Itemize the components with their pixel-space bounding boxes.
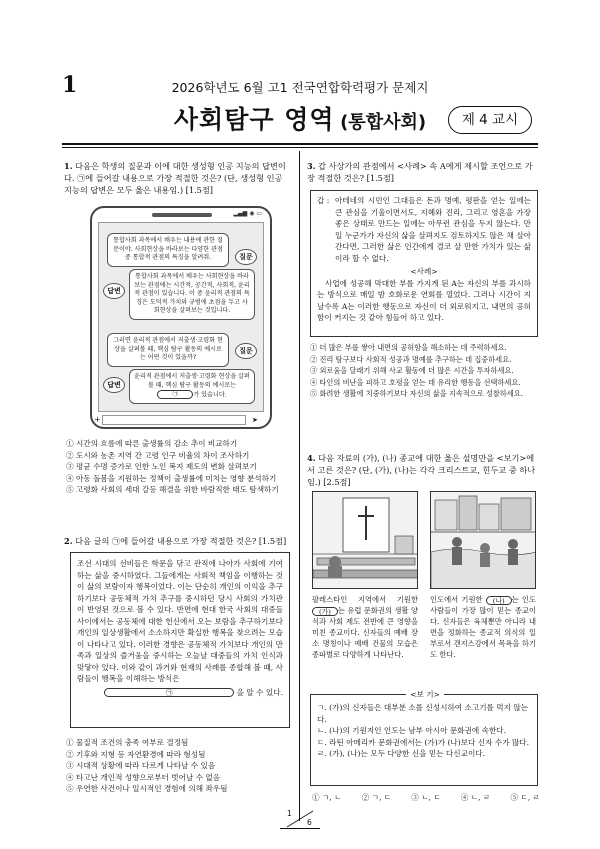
answer-tag: 답변 bbox=[103, 377, 125, 393]
phone-speaker bbox=[152, 213, 212, 217]
caption-text-end: 는 유럽 문화권의 생활 양식과 사회 제도 전반에 큰 영향을 미친 종교이다. 신자들의 예배 장소 명칭이나 예배 건물의 모습은 종파별로 다양하게 나타난다. bbox=[312, 606, 418, 659]
signal-icon: ▂▄▆ ◉ ▭ bbox=[233, 210, 262, 217]
chat-answer-2 bbox=[129, 369, 255, 404]
blank-na bbox=[486, 596, 512, 605]
chat-screen bbox=[98, 222, 264, 412]
choice-3[interactable]: ③ 시대적 상황에 따라 다르게 나타날 수 있음 bbox=[66, 761, 216, 770]
bogi-item: ㄴ. (나)의 기원지인 인도는 남부 아시아 문화권에 속한다. bbox=[317, 726, 507, 735]
chat-answer-1: 통합사회 과목에서 배우는 사회현상을 바라보는 관점에는 시간적, 공간적, 사회적, 윤리적 관점이 있습니다. 이 중 윤리적 관점의 특징은 도덕적 가치와 규범에 초점을 두고 사회현상을 살펴보는 것입니다. bbox=[129, 269, 255, 320]
plus-icon[interactable]: + bbox=[94, 415, 101, 424]
choice-2[interactable]: ② ㄱ, ㄷ bbox=[361, 793, 392, 802]
choice-4[interactable]: ④ 아동 돌봄을 지원하는 정책이 출생률에 미치는 영향 분석하기 bbox=[66, 473, 277, 483]
religion-a-caption bbox=[312, 594, 418, 660]
q2-choices bbox=[66, 737, 296, 795]
total-pages: 6 bbox=[307, 818, 312, 827]
caption-text: 인도에서 기원한 bbox=[430, 595, 486, 604]
question-stem: 갑 사상가의 관점에서 <사례> 속 A에게 제시할 조언으로 가장 적절한 것은? [1.5점] bbox=[307, 161, 533, 183]
choice-3[interactable]: ③ 평균 수명 증가로 인한 노인 복지 제도의 변화 살펴보기 bbox=[66, 462, 257, 471]
q4-choices bbox=[312, 792, 540, 804]
chat-question-1: 통합사회 과목에서 배우는 내용에 관한 질문이야. 사회현상을 바라보는 다양한 관점 중 통합적 관점의 특징을 알려줘. bbox=[107, 233, 229, 267]
question-stem: 다음 자료의 (가), (나) 종교에 대한 옳은 설명만을 <보기>에서 고른 것은? (단, (가), (나)는 각각 크리스트교, 힌두교 중 하나임.) [2.5점] bbox=[307, 453, 536, 487]
church-illustration bbox=[312, 491, 418, 589]
blank-label: (나) bbox=[492, 596, 505, 605]
river-bathing-icon bbox=[431, 492, 536, 589]
choice-5[interactable]: ⑤ 고령화 사회의 세대 갈등 해결을 위한 바람직한 태도 탐색하기 bbox=[66, 485, 279, 494]
question-stem: 다음 글의 ㉠에 들어갈 내용으로 가장 적절한 것은? [1.5점] bbox=[75, 536, 287, 546]
passage-blank-line bbox=[77, 687, 283, 699]
blank-label: ㉠ bbox=[172, 391, 179, 399]
passage-end: 을 알 수 있다. bbox=[236, 687, 283, 697]
passage-text: 조선 시대의 선비들은 학문을 닦고 관직에 나아가 사회에 기여하는 삶을 중시하였다. 그들에게는 사회적 책임을 이행하는 것이 삶의 보람이자 행복이었다. 이는 단순히 개인의 이익을 추구하기보다 공동체적 가치 추구를 중시하던 당시 사회의 가치관이 반영된 것으로 볼 수 있다. 반면에 현대 한국 사회의 대중들 사이에서는 공동체에 대한 헌신에서 오는 보람을 추구하기보다 개인의 일상생활에서 소소하지만 확실한 행복을 찾으려는 모습이 나타나고 있다. 이러한 경향은 공동체적 가치보다 개인의 만족과 일상의 즐거움을 중시하는 오늘날 대중들의 가치 인식과 맞닿아 있다. 이와 같이 과거와 현재의 사례를 종합해 볼 때, 사람들이 행복을 이해하는 방식은 bbox=[77, 559, 283, 683]
case-text: 사업에 성공해 막대한 부를 가지게 된 A는 자신의 부를 과시하는 방식으로 매일 밤 호화로운 연회를 열었다. 그러나 시간이 지날수록 A는 이러한 행동으로 자신이 더 외로워지고, 내면의 공허함이 커지는 것 같아 힘들어 하고 있다. bbox=[317, 278, 531, 322]
footer-rule bbox=[280, 828, 320, 829]
choice-1[interactable]: ① ㄱ, ㄴ bbox=[312, 793, 342, 802]
answer-tag: 답변 bbox=[103, 283, 125, 299]
ganges-illustration bbox=[430, 491, 536, 589]
bogi-box bbox=[310, 690, 538, 786]
page-number: 1 bbox=[62, 72, 78, 98]
answer-blank bbox=[157, 390, 193, 399]
bogi-item: ㄱ. (가)의 신자들은 대부분 소를 신성시하여 소고기를 먹지 않는다. bbox=[317, 703, 529, 724]
choice-3[interactable]: ③ 외로움을 달래기 위해 사교 활동에 더 많은 시간을 투자하세요. bbox=[310, 366, 514, 375]
answer-text: 윤리적 관점에서 저출생·고령화 현상을 살펴볼 때, 핵심 탐구 활동의 예시로는 bbox=[134, 373, 250, 389]
question-4 bbox=[307, 452, 539, 488]
send-icon[interactable]: ➤ bbox=[252, 416, 258, 424]
question-number: 2. bbox=[64, 536, 73, 546]
gap-label: 갑 : bbox=[317, 196, 330, 205]
current-page: 1 bbox=[287, 809, 292, 818]
question-3 bbox=[307, 160, 539, 184]
gap-text: 아테네의 시민인 그대들은 돈과 명예, 평판을 얻는 일에는 큰 관심을 기울이면서도, 지혜와 진리, 그리고 영혼을 가장 좋은 상태로 만드는 일에는 아무런 관심을 두지 않는다. 만일 누군가가 자신의 삶을 살펴지도 검토하지도 않은 채 살아간다면, 그러한 삶은 인간에게 결코 살 만한 가치가 있는 삶이라 할 수 없다. bbox=[335, 196, 531, 263]
subject-main: 사회탐구 영역 bbox=[173, 105, 335, 134]
answer-text-end: 가 있습니다. bbox=[193, 391, 227, 399]
phone-chat bbox=[90, 206, 272, 429]
q3-passage-box bbox=[310, 190, 538, 337]
blank-label: (가) bbox=[319, 607, 331, 616]
choice-5[interactable]: ⑤ 우연한 사건이나 일시적인 경험에 의해 좌우됨 bbox=[66, 784, 228, 793]
chat-question-2: 그러면 윤리적 관점에서 저출생·고령화 현상을 살펴볼 때, 핵심 탐구 활동의 예시로는 어떤 것이 있을까? bbox=[107, 333, 229, 367]
case-title: <사례> bbox=[410, 267, 438, 276]
choice-5[interactable]: ⑤ 화려한 생활에 치중하기보다 자신의 삶을 지속적으로 성찰하세요. bbox=[310, 389, 523, 398]
choice-3[interactable]: ③ ㄴ, ㄷ bbox=[411, 793, 441, 802]
bogi-item: ㄷ. 라틴 아메리카 문화권에서는 (가)가 (나)보다 신자 수가 많다. bbox=[317, 737, 530, 747]
question-tag: 질문 bbox=[235, 343, 257, 359]
choice-2[interactable]: ② 진리 탐구보다 사회적 성공과 명예를 추구하는 데 집중하세요. bbox=[310, 354, 512, 364]
religion-b-caption bbox=[430, 594, 536, 660]
bogi-title: <보 기> bbox=[311, 689, 539, 701]
passage-blank bbox=[104, 688, 234, 697]
choice-4[interactable]: ④ 타고난 개인적 성향으로부터 벗어날 수 없음 bbox=[66, 772, 221, 782]
caption-text: 팔레스타인 지역에서 기원한 bbox=[312, 595, 418, 604]
period-badge: 제 4 교시 bbox=[448, 106, 532, 134]
question-1 bbox=[64, 160, 292, 196]
header-rule-thin bbox=[62, 147, 538, 148]
question-stem: 다음은 학생의 질문과 이에 대한 생성형 인공 지능의 답변이다. ㉠에 들어갈 내용으로 가장 적절한 것은? (단, 생성형 인공 지능의 답변은 모두 옳은 내용임.) [1.5점] bbox=[64, 161, 286, 195]
question-tag: 질문 bbox=[235, 249, 257, 265]
q2-passage-box bbox=[70, 552, 290, 728]
chat-input[interactable] bbox=[102, 415, 246, 425]
q3-choices bbox=[310, 342, 542, 400]
choice-1[interactable]: ① 더 많은 부를 쌓아 내면의 공허함을 해소하는 데 주력하세요. bbox=[310, 343, 507, 352]
question-number: 3. bbox=[307, 161, 316, 171]
blank-ga bbox=[312, 607, 338, 616]
q1-choices bbox=[66, 438, 296, 496]
bogi-item: ㄹ. (가), (나)는 모두 다양한 신을 믿는 다신교이다. bbox=[317, 749, 486, 758]
subject-sub: (통합사회) bbox=[340, 112, 427, 133]
choice-1[interactable]: ① 물질적 조건의 충족 여부로 결정됨 bbox=[66, 738, 189, 747]
choice-5[interactable]: ⑤ ㄷ, ㄹ bbox=[510, 793, 540, 802]
caption-text-end: 는 인도 사람들이 가장 많이 믿는 종교이다. 신자들은 육체뿐만 아니라 내면을 정화하는 종교적 의식의 일부로서 갠지스강에서 목욕을 하기도 한다. bbox=[430, 595, 536, 659]
question-number: 1. bbox=[64, 161, 73, 171]
header-rule bbox=[62, 143, 538, 145]
choice-4[interactable]: ④ ㄴ, ㄹ bbox=[460, 793, 491, 802]
question-2 bbox=[64, 535, 292, 547]
choice-4[interactable]: ④ 타인의 비난을 피하고 호평을 얻는 데 유리한 행동을 선택하세요. bbox=[310, 377, 521, 387]
exam-title: 2026학년도 6월 고1 전국연합학력평가 문제지 bbox=[171, 80, 429, 95]
choice-2[interactable]: ② 도시와 농촌 지역 간 고령 인구 비율의 차이 조사하기 bbox=[66, 450, 250, 460]
blank-label: ㉠ bbox=[165, 689, 173, 697]
choice-1[interactable]: ① 시간의 흐름에 따른 출생률의 감소 추이 비교하기 bbox=[66, 439, 238, 448]
gap-statement bbox=[317, 195, 531, 264]
page-indicator bbox=[283, 809, 317, 829]
question-number: 4. bbox=[307, 453, 316, 463]
church-interior-icon bbox=[313, 492, 418, 589]
choice-2[interactable]: ② 기후와 지형 등 자연환경에 따라 형성됨 bbox=[66, 749, 206, 759]
column-divider bbox=[299, 151, 300, 821]
